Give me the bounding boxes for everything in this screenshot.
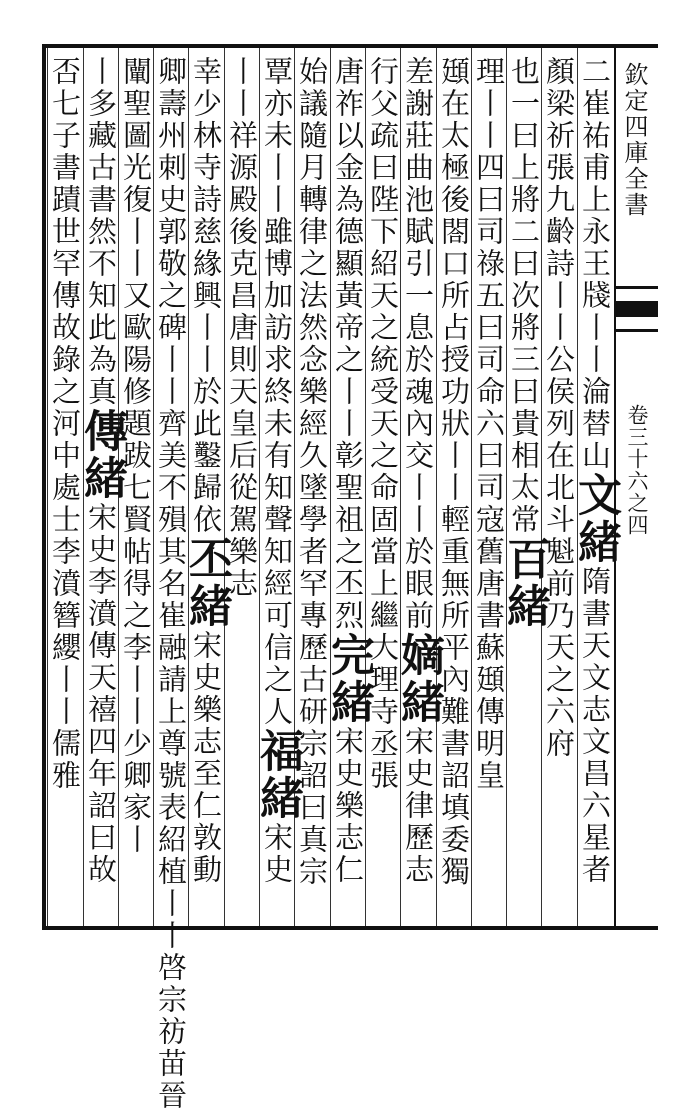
text-segment: 理丨丨四曰司祿五曰司命六曰司寇 bbox=[472, 56, 506, 536]
entry-headword: 丕緒 bbox=[181, 536, 232, 630]
entry-headword: 百緒 bbox=[499, 536, 550, 630]
text-column bbox=[252, 56, 303, 926]
entry-headword: 福緒 bbox=[252, 728, 303, 822]
text-segment: 宋史律歷志 bbox=[401, 726, 435, 886]
text-segment: 隋書天文志文昌六星者 bbox=[578, 566, 612, 886]
text-segment: 平內難書詔填委獨 bbox=[437, 632, 471, 888]
text-column bbox=[469, 56, 509, 926]
text-segment: 始議隨月轉律之法然念樂經久墜學者罕專歷古研 bbox=[295, 56, 329, 728]
entry-headword: 傳緒 bbox=[76, 408, 127, 502]
text-column bbox=[570, 56, 621, 926]
text-segment: 唐祚以金為德顯黃帝之丨丨彰聖祖之丕烈 bbox=[331, 56, 365, 632]
text-segment: 河中處士李濆簪纓丨丨儒雅 bbox=[48, 408, 82, 792]
text-column bbox=[393, 56, 444, 926]
volume-label: 卷三十六之四 bbox=[625, 404, 649, 536]
text-segment: 植丨丨啓宗祊苗晉 bbox=[154, 856, 188, 1112]
text-segment: 樂志 bbox=[225, 536, 259, 600]
text-segment: 行父疏曰陛下紹天之統受天之命固當上繼 bbox=[366, 56, 400, 632]
text-segment: 卿壽州刺史郭敬之碑丨丨齊美不殞其名崔融請上尊號表紹 bbox=[154, 56, 188, 856]
entry-headword: 完緒 bbox=[323, 632, 374, 726]
text-segment: 丨多藏古書然不知此為真 bbox=[84, 56, 118, 408]
entry-headword: 文緒 bbox=[570, 472, 621, 566]
text-segment: 舊唐書蘇頲傳明皇 bbox=[472, 536, 506, 792]
text-segment: 否七子書蹟世罕傳故錄之 bbox=[48, 56, 82, 408]
text-segment: 幸少林寺詩慈緣興丨丨於此鑿歸依 bbox=[189, 56, 223, 536]
text-segment: 二崔祐甫上永王牋丨丨淪替山 bbox=[578, 56, 612, 472]
text-segment: 闡聖圖光復丨丨又歐陽修題跋七賢帖得之李丨丨少卿家丨 bbox=[119, 56, 153, 856]
text-column bbox=[222, 56, 262, 926]
text-column bbox=[181, 56, 232, 926]
text-column bbox=[434, 56, 474, 926]
text-column bbox=[363, 56, 403, 926]
text-segment: 在北斗魁前乃天之六府 bbox=[542, 440, 576, 760]
text-column bbox=[151, 56, 191, 1112]
text-segment: 宋史李濆傳天禧四年詔曰故 bbox=[84, 502, 118, 886]
text-segment: 宋史樂志仁 bbox=[331, 726, 365, 886]
text-segment: 也一曰上將二曰次將三曰貴相太常 bbox=[507, 56, 541, 536]
entry-headword: 嫡緒 bbox=[393, 632, 444, 726]
text-column bbox=[499, 56, 550, 926]
book-title: 欽定四庫全書 bbox=[620, 62, 648, 218]
frame-bottom-rule bbox=[46, 926, 658, 930]
text-column bbox=[76, 56, 127, 926]
text-segment: 覃亦未丨丨雖博加訪求終未有知聲知經可信之人 bbox=[260, 56, 294, 728]
text-column bbox=[45, 56, 85, 926]
text-segment: 丨丨祥源殿後克昌唐則天皇后從駕 bbox=[225, 56, 259, 536]
fish-tail-mark bbox=[614, 286, 658, 332]
text-segment: 宋史樂志至仁敦動 bbox=[189, 630, 223, 886]
text-segment: 頲在太極後閤口所占授功狀丨丨輕重無所 bbox=[437, 56, 471, 632]
text-column bbox=[539, 56, 579, 926]
text-segment: 顏梁祈張九齡詩丨丨公侯列 bbox=[542, 56, 576, 440]
text-segment: 宋史 bbox=[260, 822, 294, 886]
text-segment: 大理寺丞張 bbox=[366, 632, 400, 792]
text-column bbox=[323, 56, 374, 926]
text-segment: 宗詔曰真宗 bbox=[295, 728, 329, 888]
text-segment: 差謝莊曲池賦引一息於魂內交丨丨於眼前 bbox=[401, 56, 435, 632]
